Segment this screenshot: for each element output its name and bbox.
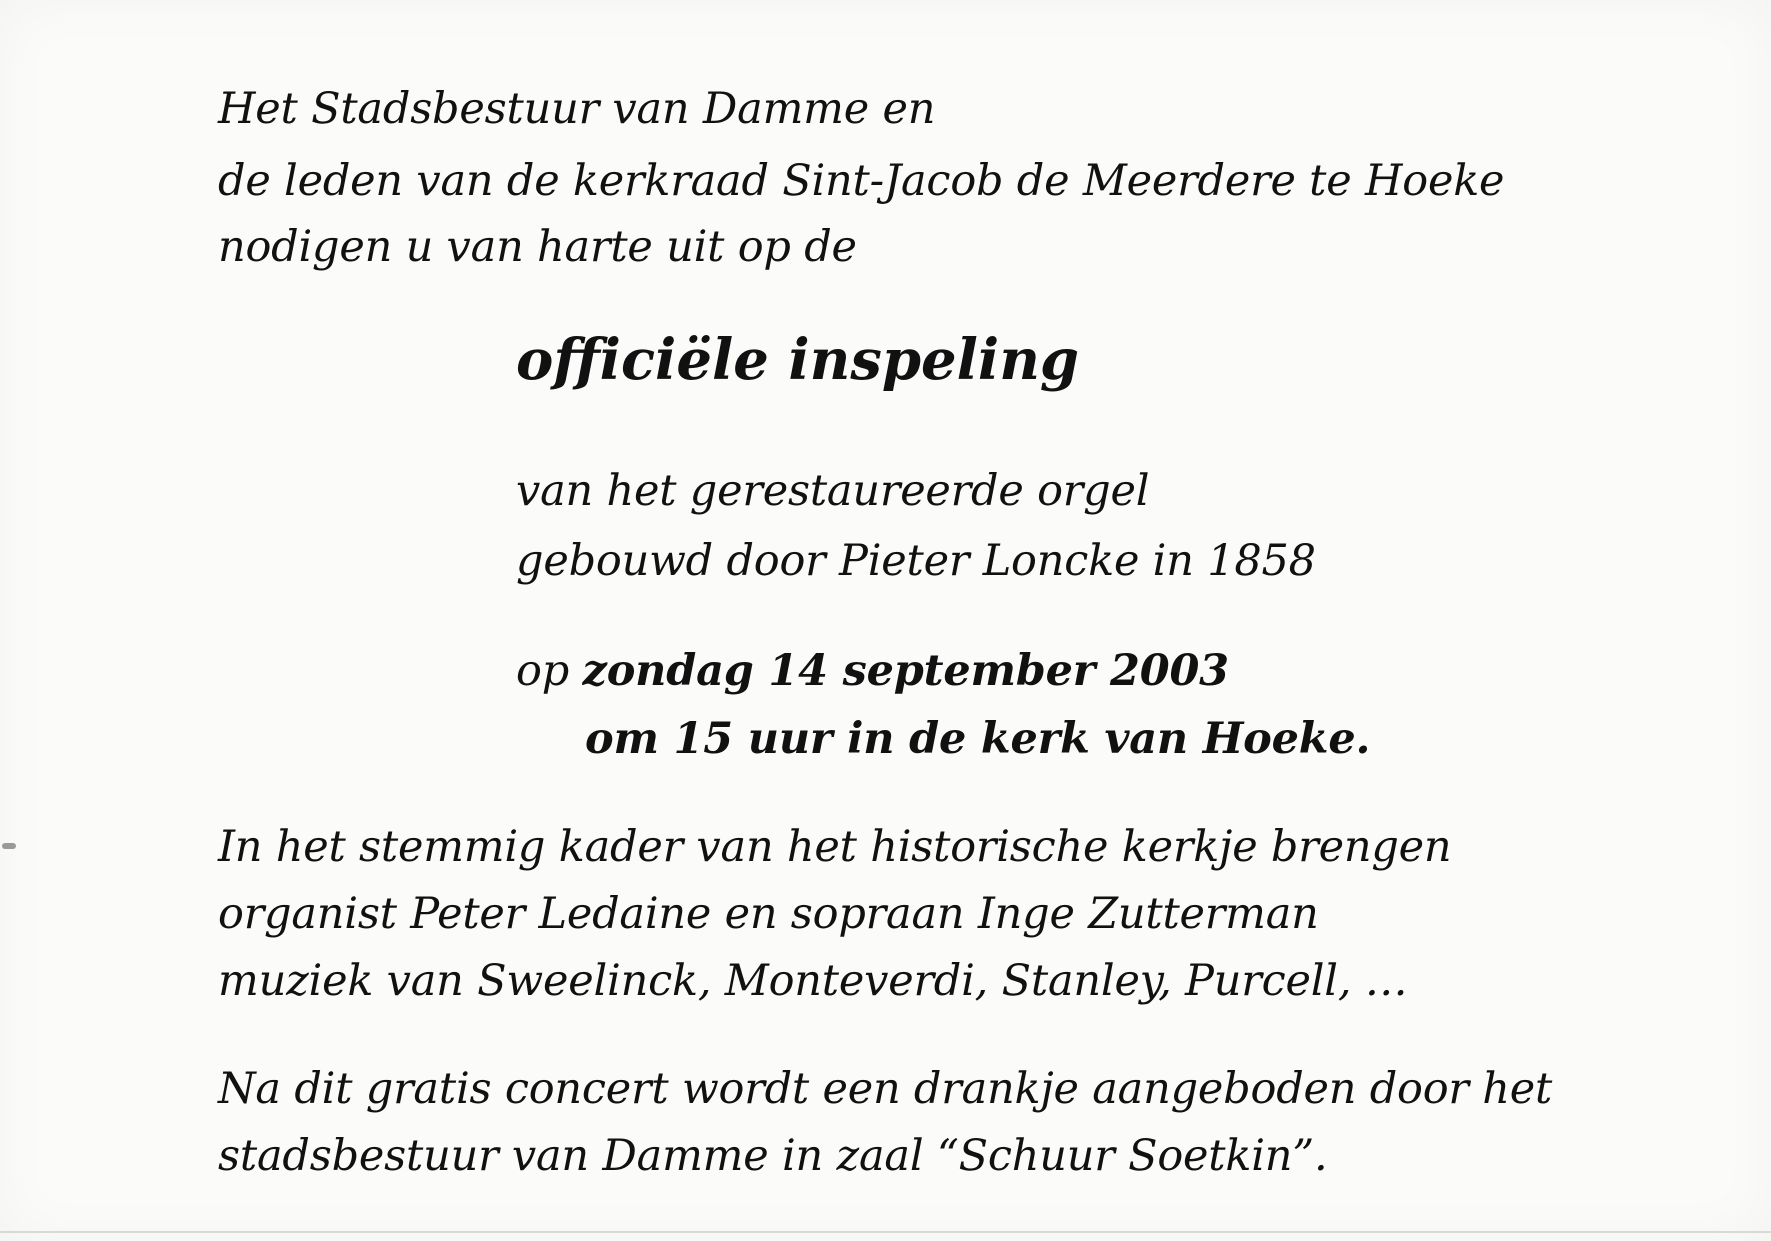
reception-line-2: stadsbestuur van Damme in zaal “Schuur Soetkin”. bbox=[218, 1131, 1328, 1181]
event-date-prefix: op bbox=[516, 646, 583, 696]
event-date-line bbox=[516, 646, 1229, 696]
concert-line-3: muziek van Sweelinck, Monteverdi, Stanley, Purcell, … bbox=[218, 956, 1408, 1006]
organ-line-1: van het gerestaureerde orgel bbox=[516, 466, 1150, 516]
concert-line-2: organist Peter Ledaine en sopraan Inge Zutterman bbox=[218, 889, 1319, 939]
scan-edge-line bbox=[0, 1231, 1771, 1233]
concert-line-1: In het stemmig kader van het historische kerkje brengen bbox=[218, 822, 1452, 872]
organ-line-2: gebouwd door Pieter Loncke in 1858 bbox=[516, 536, 1316, 586]
event-time-location: om 15 uur in de kerk van Hoeke. bbox=[585, 714, 1371, 764]
intro-line-2: de leden van de kerkraad Sint-Jacob de Meerdere te Hoeke bbox=[218, 156, 1505, 206]
event-date: zondag 14 september 2003 bbox=[582, 646, 1229, 696]
invitation-title: officiële inspeling bbox=[516, 327, 1080, 393]
scan-speck bbox=[2, 843, 16, 849]
reception-line-1: Na dit gratis concert wordt een drankje aangeboden door het bbox=[218, 1064, 1553, 1114]
intro-line-1: Het Stadsbestuur van Damme en bbox=[218, 84, 936, 134]
intro-line-3: nodigen u van harte uit op de bbox=[218, 222, 857, 272]
